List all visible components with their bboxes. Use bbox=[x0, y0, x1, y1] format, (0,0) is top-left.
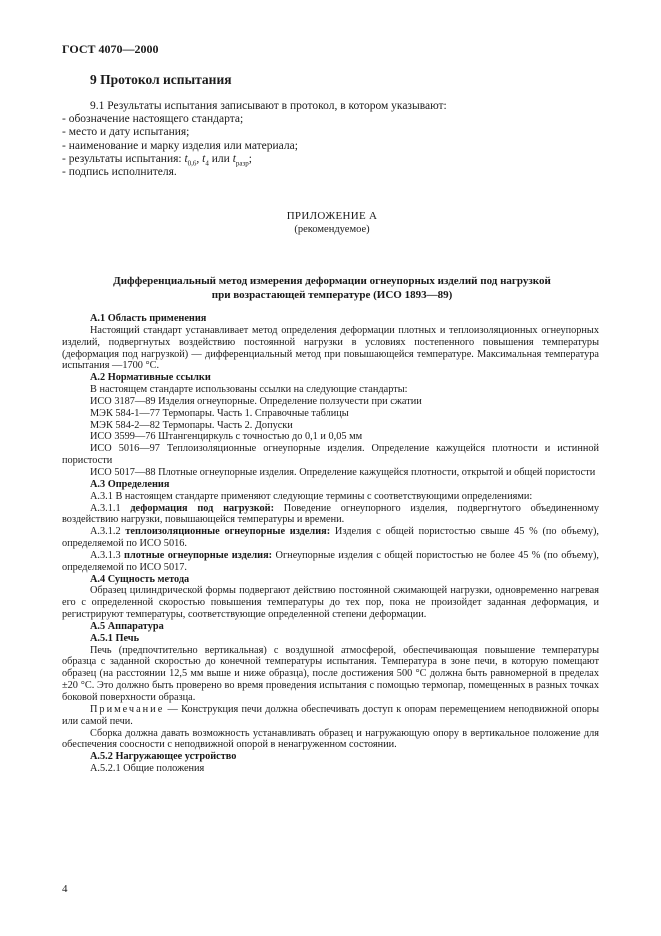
definition-term: теплоизоляционные огнеупорные изделия: bbox=[125, 526, 331, 538]
paragraph: Сборка должна давать возможность устанавливать образец и нагружающую опору в вертикальное положение для обеспечения соосности с неподвижной опорой в ненагруженном состоянии. bbox=[62, 727, 599, 751]
list-item: - место и дату испытания; bbox=[62, 126, 190, 139]
section-9-intro: 9.1 Результаты испытания записывают в протокол, в котором указывают: bbox=[90, 100, 447, 112]
paragraph: Настоящий стандарт устанавливает метод определения деформации плотных и теплоизоляционных огнеупорных изделий, подвергнутых воздействию постоянной нагрузки в условиях постепенного повышения температуры (деформация под нагрузкой) — дифференциальный метод при повышающейся температуре. Максимальная температура испытания —1700 °С. bbox=[62, 324, 599, 372]
section-heading: А.3 Определения bbox=[90, 478, 170, 490]
section-9-list bbox=[62, 100, 602, 179]
subsection-heading: А.5.2 Нагружающее устройство bbox=[90, 751, 237, 763]
reference-item: МЭК 584-2—82 Термопары. Часть 2. Допуски bbox=[90, 419, 293, 431]
annex-label: ПРИЛОЖЕНИЕ А bbox=[286, 210, 378, 222]
reference-item: МЭК 584-1—77 Термопары. Часть 1. Справочные таблицы bbox=[90, 407, 349, 419]
results-label: - результаты испытания: bbox=[62, 152, 185, 165]
section-9-title: 9 Протокол испытания bbox=[90, 72, 232, 87]
reference-item: ИСО 3599—76 Штангенциркуль с точностью до 0,1 и 0,05 мм bbox=[90, 431, 363, 443]
symbol-subscript: разр bbox=[235, 159, 249, 168]
definition-number: А.3.1.2 bbox=[90, 526, 126, 538]
paragraph: В настоящем стандарте использованы ссылки на следующие стандарты: bbox=[90, 384, 408, 396]
list-item: - подпись исполнителя. bbox=[62, 166, 177, 179]
section-9 bbox=[62, 72, 602, 179]
annex-title bbox=[62, 275, 602, 302]
definition-item bbox=[62, 550, 599, 574]
note-text: — Конструкция печи должна обеспечивать доступ к опорам перемещением неподвижной опоры или самой печи. bbox=[62, 703, 599, 727]
section-heading: А.1 Область применения bbox=[90, 313, 207, 324]
annex-title-line: при возрастающей температуре (ИСО 1893—89) bbox=[211, 288, 453, 301]
conjunction: или bbox=[208, 152, 233, 165]
symbol-t: t bbox=[232, 152, 236, 165]
definition-text: Изделия с общей пористостью свыше 45 % (по объему), определяемой по ИСО 5016. bbox=[62, 526, 599, 550]
paragraph: Печь (предпочтительно вертикальная) с воздушной атмосферой, обеспечивающая повышение температуры образца с заданной скоростью до конечной температуры испытания. Температура в зоне печи, в которую помещают образец (на расстоянии 12,5 мм выше и ниже образца), после достижения 500 °С должна быть равномерной в пределах ±20 °С. Это должно быть проверено во время проведения испытания с помощью термопар, помещенных в разных точках боковой поверхности образца. bbox=[62, 644, 599, 703]
paragraph: А.5.2.1 Общие положения bbox=[90, 763, 205, 775]
list-item: - обозначение настоящего стандарта; bbox=[62, 113, 244, 126]
definition-term: деформация под нагрузкой: bbox=[130, 502, 275, 514]
definition-term: плотные огнеупорные изделия: bbox=[124, 549, 273, 561]
annex-title-line: Дифференциальный метод измерения деформации огнеупорных изделий под нагрузкой bbox=[113, 275, 551, 287]
page-number: 4 bbox=[62, 883, 68, 895]
list-item-results bbox=[62, 153, 602, 166]
symbol-t: t bbox=[202, 152, 206, 165]
section-heading: А.5 Аппаратура bbox=[90, 620, 164, 632]
definition-text: Огнеупорные изделия с общей пористостью не более 45 % (по объему), определяемой по ИСО 5017. bbox=[62, 549, 599, 573]
section-heading: А.4 Сущность метода bbox=[90, 573, 190, 585]
reference-item: ИСО 5017—88 Плотные огнеупорные изделия. Определение кажущейся плотности, открытой и общей пористости bbox=[90, 466, 596, 478]
terminator: ; bbox=[248, 152, 252, 165]
paragraph: А.3.1 В настоящем стандарте применяют следующие термины с соответствующими определениями: bbox=[90, 490, 533, 502]
annex-status: (рекомендуемое) bbox=[294, 224, 370, 235]
reference-item: ИСО 3187—89 Изделия огнеупорные. Определение ползучести при сжатии bbox=[90, 395, 422, 407]
standard-header: ГОСТ 4070—2000 bbox=[62, 42, 159, 56]
paragraph: Образец цилиндрической формы подвергают действию постоянной сжимающей нагрузки, одновременно нагревая его с определенной скоростью повышения температуры до тех пор, пока не произойдет заданная деформация, и регистрируют температуры, соответствующие определенной степени деформации. bbox=[62, 585, 599, 621]
annex-body bbox=[62, 313, 599, 775]
definition-item bbox=[62, 526, 599, 550]
symbol-t: t bbox=[184, 152, 188, 165]
symbol-subscript: 0,6 bbox=[187, 159, 197, 168]
definition-number: А.3.1.3 bbox=[90, 549, 125, 561]
list-item: - наименование и марку изделия или материала; bbox=[62, 139, 298, 152]
subsection-heading: А.5.1 Печь bbox=[90, 632, 140, 644]
note bbox=[62, 704, 599, 728]
note-label: Примечание bbox=[90, 703, 165, 715]
definition-number: А.3.1.1 bbox=[90, 502, 131, 514]
definition-item bbox=[62, 503, 599, 527]
section-heading: А.2 Нормативные ссылки bbox=[90, 372, 211, 384]
definition-text: Поведение огнеупорного изделия, подвергнутого объединенному воздействию нагрузки, повышающейся температуры и времени. bbox=[62, 502, 599, 526]
symbol-subscript: 4 bbox=[205, 159, 209, 168]
reference-item: ИСО 5016—97 Теплоизоляционные огнеупорные изделия. Определение кажущейся плотности и истинной пористости bbox=[62, 443, 599, 467]
separator: , bbox=[196, 152, 203, 165]
